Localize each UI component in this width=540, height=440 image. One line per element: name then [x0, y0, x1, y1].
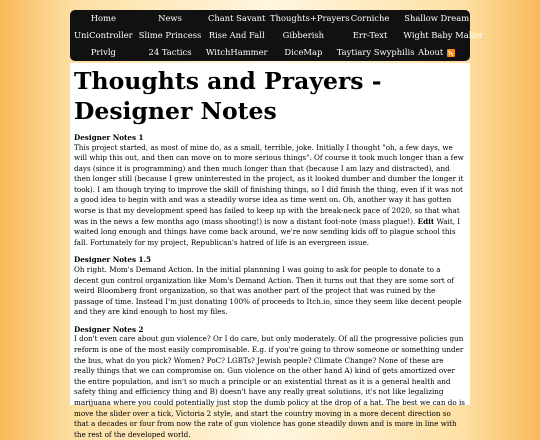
nav-link-dicemap[interactable]: DiceMap [284, 47, 323, 57]
section-designer-notes-1-5 [74, 255, 466, 317]
nav-link-witchhammer[interactable]: WitchHammer [205, 47, 268, 57]
section-body [74, 143, 466, 249]
nav-link-news[interactable]: News [158, 13, 182, 23]
nav-link-24-tactics[interactable]: 24 Tactics [148, 47, 192, 57]
nav-row-2 [70, 27, 483, 44]
nav-link-chant-savant[interactable]: Chant Savant [207, 13, 266, 23]
nav-link-about-group [403, 44, 470, 61]
nav-link-slime-princess[interactable]: Slime Princess [138, 30, 202, 40]
nav-link-about[interactable]: About [418, 47, 444, 57]
section-body: I don't even care about gun violence? Or I do care, but only moderately. Of all the progressive policies gun reform is one of the most easily compromisable. E.g. if you're going to throw someone or something under the bus, what do you pick? Women? PoC? LGBTs? Jewish people? Climate Change? None of these are really things that we can compromise on. Gun violence on the other hand A) kind of gets amortized over the entire population, and isn't so much a principle or an existential threat as it is a general health and safety thing and efficiency thing and B) doesn't have any really great solutions, it's not like legalizing marijuana where you could potentially just stop the dumb policy at the drop of a hat. The best we can do is move the slider over a tick, Victoria 2 style, and start the country moving in a more decent direction so that a decades or four from now the rate of gun violence has gone steadily down and is more in line with the rest of the developed world. [74, 334, 465, 439]
rss-feed-icon[interactable] [447, 49, 455, 57]
section-title: Designer Notes 2 [74, 324, 144, 334]
nav-link-home[interactable]: Home [90, 13, 116, 23]
nav-link-rise-and-fall[interactable]: Rise And Fall [208, 30, 265, 40]
top-navigation [70, 10, 483, 61]
main-content [70, 63, 470, 439]
nav-link-thoughts-prayers[interactable]: Thoughts+Prayers [270, 13, 350, 23]
nav-row-1 [70, 10, 470, 27]
section-body-text-edit: Wait, I waited long enough and things have come back around, we're now sending kids off to plague school this fall. Fortunately for my project, Republican's hatred of life is an evergreen issue. [74, 216, 461, 247]
nav-link-wight-baby-maker[interactable]: Wight Baby Maker [403, 30, 483, 40]
nav-link-taytiary-swyphilis[interactable]: Taytiary Swyphilis [336, 47, 415, 57]
page-title: Thoughts and Prayers - Designer Notes [74, 67, 382, 125]
nav-link-err-text[interactable]: Err-Text [352, 30, 388, 40]
section-body-text: This project started, as most of mine do, as a small, terrible, joke. Initially I thought "oh, a few days, we will whip this out, and then can move on to more serious things". Of course it took much longer than a few days (since it is programming) and then much longer than that (because I am lazy and distracted), and then longer still (because I grew uninterested in the project, as it looked dumber and dumber the longer it took). I am though trying to improve the skill of finishing things, so I did finish the thing, even if it was not a good idea to begin with and was a steadily worse idea as time went on. Oh, another way it has gotten worse is that my development speed has failed to keep up with the break-neck pace of 2020, so that what was in the news a few months ago (mass shooting!) is now a distant foot-note (mass plague!). [74, 142, 464, 226]
section-body: Oh right. Mom's Demand Action. In the initial plannning I was going to ask for people to donate to a decent gun control organization like Mom's Demand Action. Then it turns out that they are some sort of weird Bloomberg front organization, so that was another part of the project that was ruined by the passage of time. Instead I'm just donating 100% of proceeds to Itch.io, since they seem like decent people and they are kind enough to host my files. [74, 264, 462, 317]
section-designer-notes-1 [74, 133, 466, 248]
section-designer-notes-2 [74, 325, 466, 440]
nav-link-shallow-dream[interactable]: Shallow Dream [404, 13, 470, 23]
nav-link-corniche[interactable]: Corniche [350, 13, 390, 23]
nav-row-3 [70, 44, 470, 61]
edit-label: Edit [417, 216, 435, 226]
nav-link-unicontroller[interactable]: UniController [73, 30, 133, 40]
section-title: Designer Notes 1 [74, 133, 144, 142]
nav-link-gibberish[interactable]: Gibberish [282, 30, 325, 40]
nav-link-privlg[interactable]: Privlg [90, 47, 116, 57]
section-title: Designer Notes 1.5 [74, 255, 152, 265]
